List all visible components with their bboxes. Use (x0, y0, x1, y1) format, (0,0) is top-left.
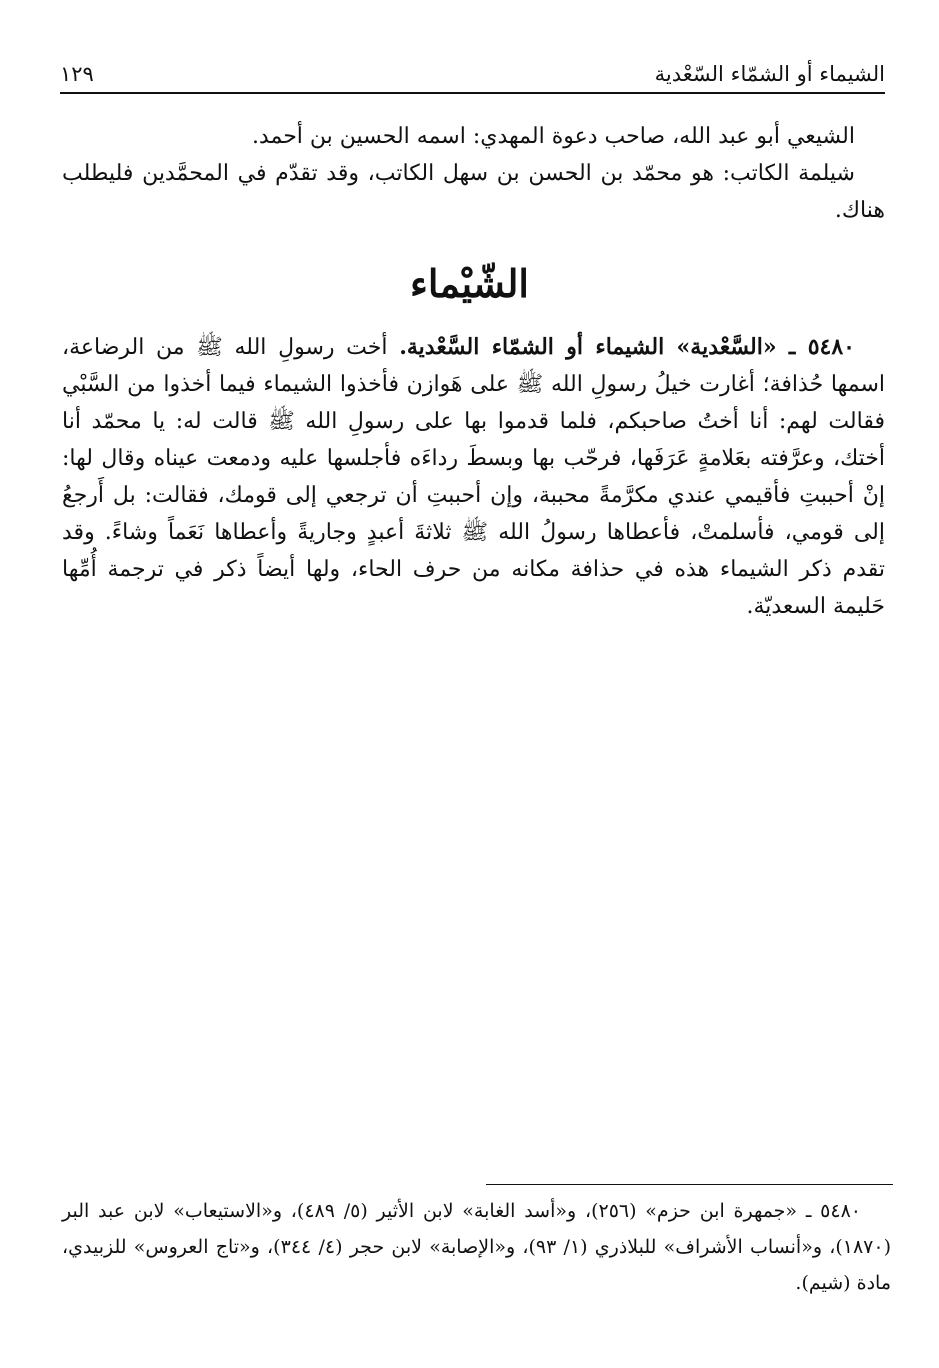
intro-entry-shii: الشيعي أبو عبد الله، صاحب دعوة المهدي: اسمه الحسين بن أحمد. (251, 124, 855, 149)
biography-entry (62, 329, 885, 625)
running-head (60, 54, 885, 94)
footnote-text: ٥٤٨٠ ـ «جمهرة ابن حزم» (٢٥٦)، و«أسد الغابة» لابن الأثير (٥/ ٤٨٩)، و«الاستيعاب» لابن عبد البر (١٨٧٠)، و«أنساب الأشراف» للبلاذري (١/ ٩٣)، و«الإصابة» لابن حجر (٤/ ٣٤٤)، و«تاج العروس» للزبيدي، مادة (شيم). (62, 1200, 891, 1294)
page-number: ١٢٩ (60, 62, 94, 86)
entry-text: أخت رسولِ الله ﷺ من الرضاعة، اسمها حُذافة؛ أغارت خيلُ رسولِ الله ﷺ على هَوازن فأخذوا الشيماء فيما أخذوا من السَّبْي فقالت لهم: أنا أختُ صاحبكم، فلما قدموا بها على رسولِ الله ﷺ قالت له: يا محمّد أنا أختك، وعرَّفته بعَلامةٍ عَرَفَها، فرحّب بها وبسطَ رداءَه فأجلسها عليه ودمعت عيناه وقال لها: إنْ أحببتِ فأقيمي عندي مكرَّمةً محببة، وإن أحببتِ أن ترجعي إلى قومك، فقالت: بل أَرجعُ إلى قومي، فأسلمتْ، فأعطاها رسولُ الله ﷺ ثلاثةَ أعبدٍ وجاريةً وأعطاها نَعَماً وشاءً. وقد تقدم ذكر الشيماء هذه في حذافة مكانه من حرف الحاء، ولها أيضاً ذكر في ترجمة أُمِّها حَليمة السعديّة. (62, 335, 885, 619)
entry-lead: ٥٤٨٠ ـ «السَّعْدية» الشيماء أو الشمّاء السَّعْدية. (399, 334, 855, 360)
section-heading: الشّيْماء (410, 261, 529, 306)
intro-entry-shilma: شيلمة الكاتب: هو محمّد بن الحسن بن سهل الكاتب، وقد تقدّم في المحمَّدين فليطلب هناك. (62, 161, 885, 223)
running-title: الشيماء أو الشمّاء السّعْدية (654, 62, 885, 86)
footnotes (62, 1193, 891, 1301)
intro-entries (62, 118, 885, 229)
entry-paragraph (62, 329, 885, 625)
footnote-divider (486, 1184, 893, 1185)
